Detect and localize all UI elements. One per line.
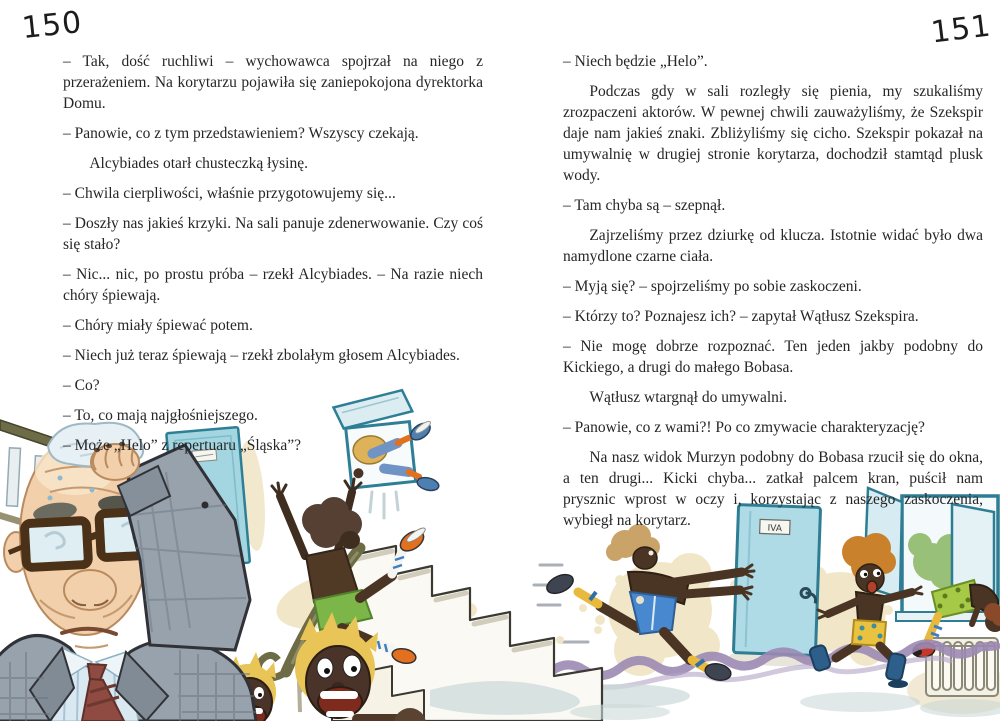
paragraph: – Co? xyxy=(63,377,100,394)
page-number-right: 151 xyxy=(929,8,994,51)
page-number-left: 150 xyxy=(20,4,84,47)
paragraph: – Myją się? – spojrzeliśmy po sobie zaskoczeni. xyxy=(563,278,862,295)
paragraph: – Chóry miały śpiewać potem. xyxy=(63,317,253,334)
paragraph: – Panowie, co z tym przedstawieniem? Wszyscy czekają. xyxy=(63,125,419,142)
paragraph: – Chwila cierpliwości, właśnie przygotowujemy się... xyxy=(63,185,396,202)
paragraph: – Panowie, co z wami?! Po co zmywacie charakteryzację? xyxy=(563,419,925,436)
paragraph: – Tam chyba są – szepnął. xyxy=(563,197,726,214)
paragraph: – Tak, dość ruchliwi – wychowawca spojrzał na niego z przerażeniem. Na korytarzu pojawiła się zaniepokojona dyrektorka Domu. xyxy=(63,53,483,112)
paragraph: – Doszły nas jakieś krzyki. Na sali panuje zdenerwowanie. Czy coś się stało? xyxy=(63,215,483,253)
paragraph: Zajrzeliśmy przez dziurkę od klucza. Istotnie widać było dwa namydlone czarne ciała. xyxy=(563,227,983,265)
paragraph: – Nie mogę dobrze rozpoznać. Ten jeden jakby podobny do Kickiego, a drugi do małego Bobasa. xyxy=(563,338,983,376)
paragraph: – Nic... nic, po prostu próba – rzekł Alcybiades. – Na razie niech chóry śpiewają. xyxy=(63,266,483,304)
door-sign-label: IVA xyxy=(767,523,783,535)
paragraph: Alcybiades otarł chusteczką łysinę. xyxy=(89,155,308,172)
paragraph: – Którzy to? Poznajesz ich? – zapytał Wątłusz Szekspira. xyxy=(563,308,919,325)
paragraph: Na nasz widok Murzyn podobny do Bobasa rzucił się do okna, a ten drugi... Kicki chyba... zatkał palcem kran, puścił nam prysznic wprost w oczy i, korzystając z naszego zaskoczenia, wybiegł na korytarz. xyxy=(563,449,983,529)
paragraph: Podczas gdy w sali rozległy się pienia, my szukaliśmy zrozpaczeni aktorów. W pewnej chwili zauważyliśmy, że Szekspir daje nam jakieś znaki. Zbliżyliśmy się cicho. Szekspir pokazał na umywalnię w drugiej stronie korytarza, dochodził stamtąd plusk wody. xyxy=(563,83,983,184)
paragraph: – Niech będzie „Helo”. xyxy=(563,53,708,70)
right-page-text xyxy=(563,51,983,540)
paragraph: Wątłusz wtargnął do umywalni. xyxy=(589,389,788,406)
nose xyxy=(64,570,116,610)
left-page-text xyxy=(63,51,483,465)
paragraph: – To, co mają najgłośniejszego. xyxy=(63,407,258,424)
paragraph: – Może „Helo” z repertuaru „Śląska”? xyxy=(63,437,301,454)
paragraph: – Niech już teraz śpiewają – rzekł zbolałym głosem Alcybiades. xyxy=(63,347,460,364)
